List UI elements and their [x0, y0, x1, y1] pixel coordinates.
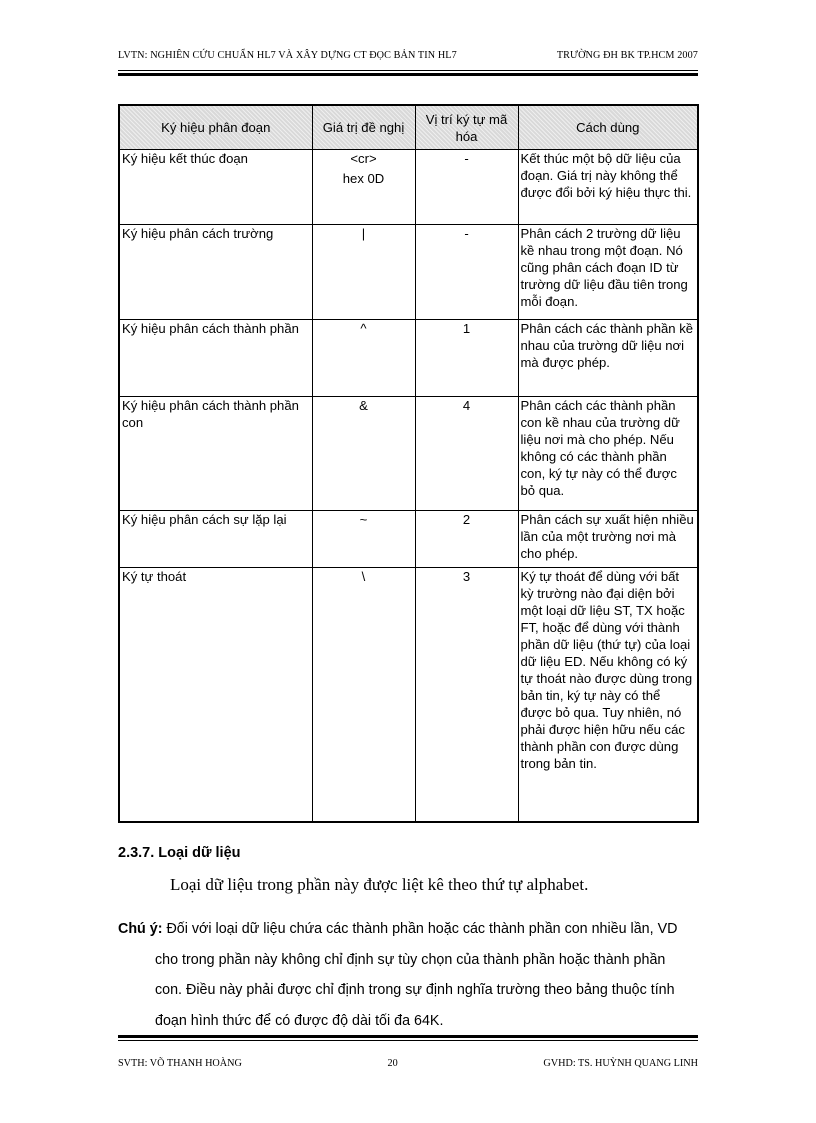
- section-heading: 2.3.7. Loại dữ liệu: [118, 845, 241, 861]
- cell-usage: Kết thúc một bộ dữ liệu của đoạn. Giá trị này không thể được đổi bởi ký hiệu thực thi.: [518, 150, 698, 225]
- header-school: TRƯỜNG ĐH BK TP.HCM 2007: [556, 50, 698, 61]
- footer-student: SVTH: VÕ THANH HOÀNG: [118, 1058, 242, 1069]
- table-row: [119, 511, 698, 568]
- cell-position: 4: [415, 397, 518, 511]
- cell-value: &: [312, 397, 415, 511]
- note-first-text: Đối với loại dữ liệu chứa các thành phần hoặc các thành phần con nhiều lần, VD: [162, 921, 678, 937]
- footer-rule-thin: [118, 1040, 698, 1041]
- header-rule-thick: [118, 73, 698, 76]
- cell-usage: Phân cách các thành phần kề nhau của trường dữ liệu nơi mà được phép.: [518, 320, 698, 397]
- cell-value: \: [312, 568, 415, 822]
- table-row: [119, 397, 698, 511]
- header-symbol: Ký hiệu phân đoạn: [119, 105, 312, 150]
- table-row: [119, 568, 698, 822]
- cell-position: 1: [415, 320, 518, 397]
- cell-position: -: [415, 225, 518, 320]
- cell-symbol: Ký hiệu phân cách thành phần: [119, 320, 312, 397]
- table-row: [119, 225, 698, 320]
- cell-usage: Phân cách các thành phần con kề nhau của trường dữ liệu nơi mà cho phép. Nếu không có các thành phần con, ký tự này có thể được bỏ qua.: [518, 397, 698, 511]
- page-footer: [118, 1058, 698, 1069]
- cell-value: ~: [312, 511, 415, 568]
- cell-position: -: [415, 150, 518, 225]
- note-label: Chú ý:: [118, 921, 163, 937]
- header-rule-thin: [118, 70, 698, 71]
- cell-usage: Phân cách sự xuất hiện nhiều lần của một trường nơi mà cho phép.: [518, 511, 698, 568]
- cell-symbol: Ký hiệu phân cách thành phần con: [119, 397, 312, 511]
- cell-value-line2: hex 0D: [342, 171, 385, 186]
- table-header-row: [119, 105, 698, 150]
- cell-symbol: Ký tự thoát: [119, 568, 312, 822]
- note-first-line: [118, 914, 696, 945]
- header-position: Vị trí ký tự mã hóa: [415, 105, 518, 150]
- table-row: [119, 150, 698, 225]
- page-number: 20: [387, 1058, 398, 1069]
- cell-value: ^: [312, 320, 415, 397]
- cell-value: [312, 150, 415, 225]
- section-paragraph: Loại dữ liệu trong phần này được liệt kê theo thứ tự alphabet.: [170, 875, 589, 894]
- cell-symbol: Ký hiệu phân cách trường: [119, 225, 312, 320]
- cell-usage: Phân cách 2 trường dữ liệu kề nhau trong một đoạn. Nó cũng phân cách đoạn ID từ trường dữ liệu đầu tiên trong mỗi đoạn.: [518, 225, 698, 320]
- footer-advisor: GVHD: TS. HUỲNH QUANG LINH: [543, 1058, 698, 1069]
- cell-position: 3: [415, 568, 518, 822]
- cell-position: 2: [415, 511, 518, 568]
- note-block: [118, 914, 696, 1036]
- header-value: Giá trị đề nghị: [312, 105, 415, 150]
- cell-value-line1: <cr>: [350, 151, 377, 166]
- cell-usage: Ký tự thoát để dùng với bất kỳ trường nào đại diện bởi một loại dữ liệu ST, TX hoặc FT, hoặc để dùng với thành phần dữ liệu (thứ tự) của loại dữ liệu ED. Nếu không có ký tự thoát nào được dùng trong bản tin, ký tự này có thể được bỏ qua. Tuy nhiên, nó phải được hiện hữu nếu các thành phần con được dùng trong bản tin.: [518, 568, 698, 822]
- header-title: LVTN: NGHIÊN CỨU CHUẨN HL7 VÀ XÂY DỰNG CT ĐỌC BẢN TIN HL7: [118, 50, 457, 61]
- footer-rule-thick: [118, 1035, 698, 1038]
- cell-value: |: [312, 225, 415, 320]
- note-body: cho trong phần này không chỉ định sự tùy chọn của thành phần hoặc thành phần con. Điều này phải được chỉ định trong sự định nghĩa trường theo bảng thuộc tính đoạn hình thức để có được độ dài tối đa 64K.: [155, 951, 675, 1029]
- page-header: [118, 50, 698, 61]
- cell-symbol: Ký hiệu phân cách sự lặp lại: [119, 511, 312, 568]
- header-usage: Cách dùng: [518, 105, 698, 150]
- delimiter-table: [118, 104, 699, 823]
- table-row: [119, 320, 698, 397]
- cell-symbol: Ký hiệu kết thúc đoạn: [119, 150, 312, 225]
